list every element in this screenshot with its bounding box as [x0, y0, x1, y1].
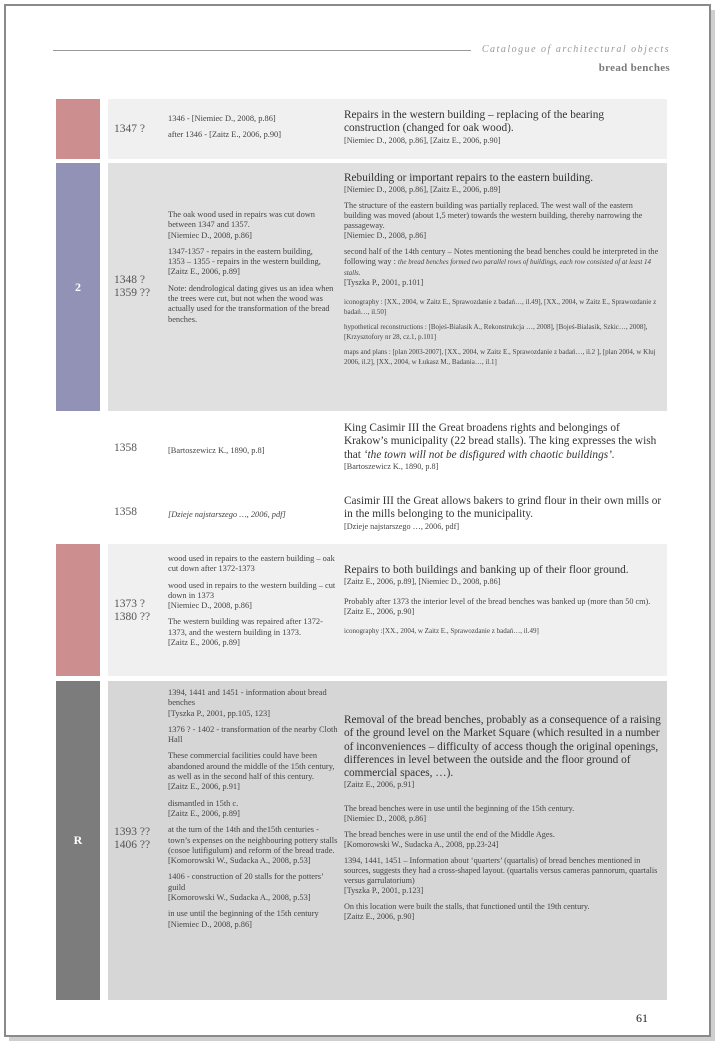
note-line: in use until the beginning of the 15th century [168, 909, 319, 919]
note-line: wood used in repairs to the western building – cut down in 1373 [168, 580, 336, 600]
marker-label: R [73, 833, 83, 847]
row-description [344, 495, 662, 532]
description-reference: [Niemiec D., 2008, p.86] [344, 231, 427, 241]
row-marker-pink [56, 544, 100, 676]
date-line: 1380 ?? [114, 611, 151, 623]
note-line: [Zaitz E., 2006, p.89] [168, 808, 240, 818]
header-catalogue-title: Catalogue of architectural objects [481, 44, 670, 55]
marker-label: 2 [75, 279, 81, 294]
note-line: The oak wood used in repairs was cut down between 1347 and 1357. [168, 210, 315, 230]
description-title: Casimir III the Great allows bakers to grind flour in their own mills or in the mills belonging to the municipality. [344, 495, 662, 521]
description-reference: [Zaitz E., 2006, p.90] [344, 912, 415, 922]
note-line: 1376 ? - 1402 - transformation of the nearby Cloth Hall [168, 724, 338, 745]
description-paragraph: The bread benches were in use until the beginning of the 15th century. [344, 804, 575, 814]
description-paragraph: The bread benches were in use until the end of the Middle Ages. [344, 830, 555, 840]
row-date: 1358 [114, 506, 137, 518]
description-paragraph: 1394, 1441, 1451 – Information about ‘quarters’ (quartalis) of bread benches mentioned in sources, suggests they had a cross-shaped layout. (quartalis versus cameras pannorum, quartalis versus garrulatorium) [344, 856, 658, 886]
note-line: [Niemiec D., 2008, p.86] [168, 601, 252, 611]
note-line: [Niemiec D., 2008, p.86] [168, 919, 252, 929]
description-title: Repairs in the western building – replacing of the bearing construction (changed for oak wood). [344, 109, 605, 135]
description-paragraph: second half of the 14th century – Notes mentioning the bead benches could be interpreted in the following way : the bread benches formed two parallel rows of buildings, each row consisted of at least 14 stalls. [344, 247, 659, 277]
note-line: [Zaitz E., 2006, p.89] [168, 638, 240, 648]
header-section-title: bread benches [598, 62, 670, 74]
row-notes: [Bartoszewicz K., 1890, p.8] [168, 446, 265, 455]
description-title: Rebuilding or important repairs to the eastern building. [344, 172, 594, 184]
description-reference: [Tyszka P., 2001, p.101] [344, 278, 424, 288]
note-line: 1346 - [Niemiec D., 2008, p.86] [168, 114, 276, 123]
table-row-1347 [108, 99, 667, 159]
table-row-1393 [108, 681, 667, 1000]
page-shadow-bottom [9, 1037, 714, 1041]
iconography-line: iconography :[XX., 2004, w Zaitz E., Sprawozdanie z badań…, il.49] [344, 627, 539, 636]
note-line: [Zaitz E., 2006, p.89] [168, 267, 240, 277]
note-line: after 1346 - [Zaitz E., 2006, p.90] [168, 130, 282, 140]
note-line: These commercial facilities could have been abandoned around the middle of the 15th century, as well as in the second half of this century. [168, 751, 335, 782]
description-paragraph: Probably after 1373 the interior level of the bread benches was banked up (more than 50 cm). [344, 597, 651, 607]
row-notes: [Dzieje najstarszego …, 2006, pdf] [168, 510, 286, 519]
note-line: wood used in repairs to the eastern building – oak cut down after 1372-1373 [168, 554, 335, 574]
row-description [344, 564, 662, 643]
note-line: [Komorowski W., Sudacka A., 2008, p.53] [168, 893, 311, 903]
row-description [344, 109, 662, 146]
row-description [344, 172, 662, 373]
description-title: Removal of the bread benches, probably as a consequence of a raising of the ground level on the Market Square (which resulted in a number of inconveniences – difficulty of access though the original openings, differences in level between the outside and the floor ground of commercial spaces, …). [344, 714, 661, 780]
row-notes [168, 554, 338, 648]
row-date [114, 274, 150, 300]
table-row-1358-a [108, 416, 667, 486]
description-reference: [Niemiec D., 2008, p.86] [344, 814, 427, 824]
note-line: [Niemiec D., 2008, p.86] [168, 230, 252, 240]
date-line: 1393 ?? [114, 826, 151, 838]
description-reference: [Bartoszewicz K., 1890, p.8] [344, 461, 439, 471]
description-reference: [Tyszka P., 2001, p.123] [344, 886, 424, 896]
note-line: at the turn of the 14th and the15th centuries - town’s expenses on the neighbouring pottery stalls (cosoe lutifigulum) and reform of the bread trade. [168, 825, 338, 855]
description-reference: [Komorowski W., Sudacka A., 2008, pp.23-24] [344, 840, 499, 850]
note-line: 1394, 1441 and 1451 - information about bread benches [168, 688, 327, 708]
iconography-line: iconography : [XX., 2004, w Zaitz E., Sprawozdanie z badań…, il.49], [XX., 2004, w Zaitz E., Sprawozdanie z badań…, il.50] [344, 298, 657, 316]
maps-line: maps and plans : [plan 2003-2007], [XX., 2004, w Zaitz E., Sprawozdanie z badań…, il.2 ], [plan 2004, w Kluj 2006, il.2], [XX., 2004, w Łukasz M., Badania…, il.1] [344, 348, 656, 366]
note-line: [Komorowski W., Sudacka A., 2008, p.53] [168, 856, 311, 866]
date-line: 1348 ? [114, 274, 145, 286]
description-title: Repairs to both buildings and banking up of their floor ground. [344, 564, 629, 576]
table-row-1373 [108, 544, 667, 676]
page-number: 61 [636, 1011, 648, 1025]
note-line: [Zaitz E., 2006, p.91] [168, 782, 240, 792]
row-notes [168, 210, 338, 331]
description-reference: [Zaitz E., 2006, p.90] [344, 607, 415, 617]
table-row-1358-b [108, 490, 667, 540]
note-line: 1406 - construction of 20 stalls for the potters’ guild [168, 872, 324, 892]
row-description [344, 714, 662, 928]
date-line: 1406 ?? [114, 839, 151, 851]
date-line: 1373 ? [114, 598, 145, 610]
row-marker-pink [56, 99, 100, 159]
note-line: 1347-1357 - repairs in the eastern building, [168, 246, 313, 256]
row-date: 1347 ? [114, 123, 145, 135]
note-line: 1353 – 1355 - repairs in the western building, [168, 257, 321, 267]
row-description [344, 422, 662, 472]
note-line: The western building was repaired after 1372-1373, and the western building in 1373. [168, 617, 323, 637]
page-shadow-right [711, 10, 715, 1041]
reconstruction-line: hypothetical reconstructions : [Bojeś-Bialasik A., Rekonstrukcja …, 2008], [Bojeś-Bialasik, Szkic…, 2008], [Krzysztofory nr 28, cz.1, p.101] [344, 323, 648, 341]
row-marker-grey [56, 681, 100, 1000]
description-title: King Casimir III the Great broadens rights and belongings of Krakow’s municipality (22 bread stalls). The king expresses the wish that ‘the town will not be disfigured with chaotic buildings’. [344, 422, 657, 461]
note-line: [Tyszka P., 2001, pp.105, 123] [168, 708, 270, 718]
description-paragraph: On this location were built the stalls, that functioned until the 19th century. [344, 902, 590, 912]
description-reference: [Zaitz E., 2006, p.91] [344, 780, 415, 790]
note-line: dismantled in 15th c. [168, 798, 239, 808]
note-line: Note: dendrological dating gives us an idea when the trees were cut, but not when the wood was actually used for the transformation of the bread benches. [168, 283, 334, 324]
header-rule [53, 50, 471, 51]
description-reference: [Zaitz E., 2006, p.89], [Niemiec D., 2008, p.86] [344, 577, 501, 587]
row-notes [168, 114, 338, 147]
description-reference: [Dzieje najstarszego …, 2006, pdf] [344, 521, 460, 531]
row-date: 1358 [114, 442, 137, 454]
row-notes [168, 688, 340, 930]
description-reference: [Niemiec D., 2008, p.86], [Zaitz E., 2006, p.89] [344, 185, 501, 195]
row-date [114, 826, 150, 852]
row-marker-purple [56, 163, 100, 411]
row-date [114, 598, 150, 624]
date-line: 1359 ?? [114, 287, 151, 299]
description-reference: [Niemiec D., 2008, p.86], [Zaitz E., 2006, p.90] [344, 135, 501, 145]
description-paragraph: The structure of the eastern building was partially replaced. The west wall of the eastern building was moved (about 1,5 meter) towards the western building, thereby narrowing the passageway. [344, 201, 643, 231]
table-row-1348 [108, 163, 667, 411]
